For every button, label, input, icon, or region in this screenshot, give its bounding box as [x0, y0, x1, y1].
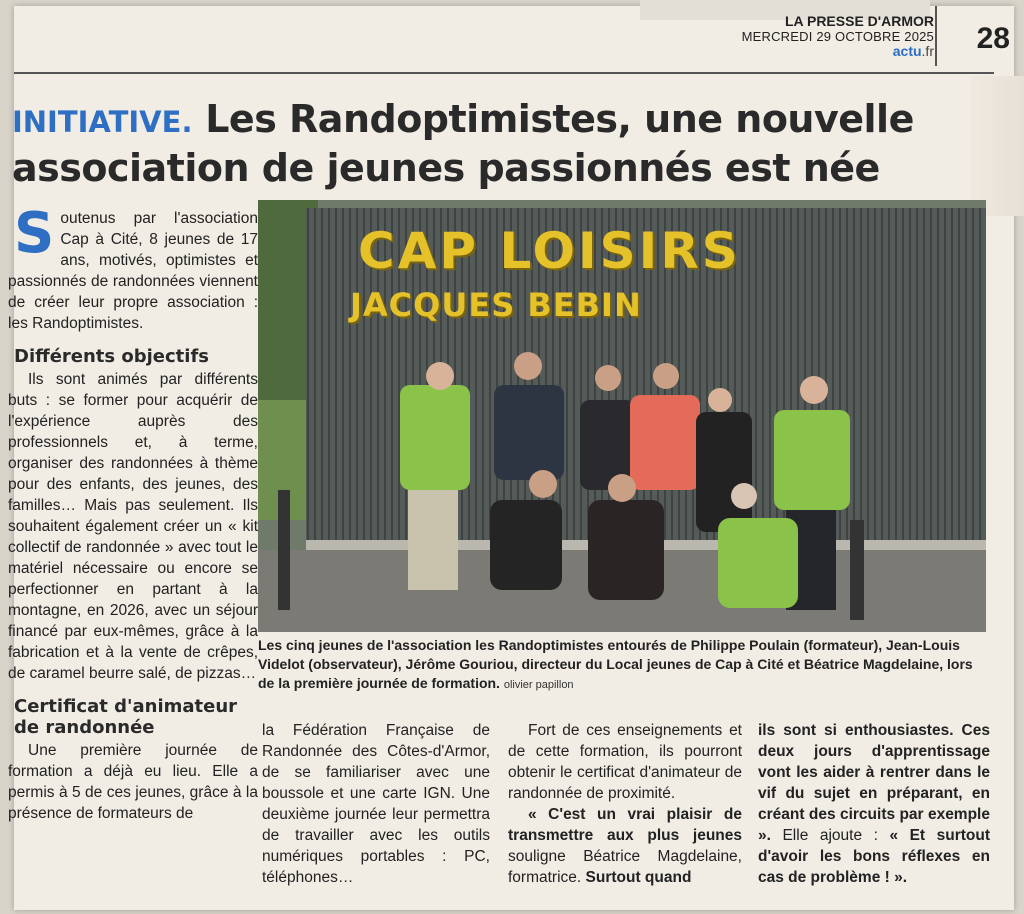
column-3-quote [508, 804, 742, 888]
header-rule [14, 72, 994, 74]
paragraph-certificate: Une première journée de formation a déjà eu lieu. Elle a permis à 5 de ces jeunes, grâce à la présence de formateurs de [8, 742, 258, 822]
masthead [742, 14, 934, 59]
article-headline [12, 96, 992, 191]
photo-caption [258, 636, 988, 695]
column-3 [508, 720, 742, 888]
caption-text: Les cinq jeunes de l'association les Randoptimistes entourés de Philippe Poulain (formateur), Jean-Louis Videlot (observateur), Jérôme Gouriou, directeur du Local jeunes de Cap à Cité et Béatrice Magdelaine, lors de la première journée de formation. [258, 637, 973, 691]
photo-credit: olivier papillon [503, 679, 574, 691]
column-4-paragraph [758, 720, 990, 888]
publication-name: LA PRESSE D'ARMOR [784, 13, 934, 29]
article-photo [258, 200, 986, 632]
lead-text: outenus par l'association Cap à Cité, 8 jeunes de 17 ans, motivés, optimistes et passionnés de randonnées viennent de créer leur propre association : les Randoptimistes. [8, 210, 258, 332]
header-divider [935, 6, 937, 66]
quote-part-1: « C'est un vrai plaisir de transmettre aux plus jeunes [508, 806, 742, 844]
issue-date: MERCREDI 29 OCTOBRE 2025 [741, 29, 934, 44]
sign-line-2: JACQUES BEBIN [350, 286, 642, 324]
article-kicker: INITIATIVE. [12, 105, 193, 139]
article-title: Les Randoptimistes, une nouvelle association de jeunes passionnés est née [12, 97, 914, 190]
drop-cap: S [14, 201, 55, 266]
column-1 [8, 201, 258, 824]
subheading-certificate: Certificat d'animateur de randonnée [14, 696, 238, 738]
quote-part-4: « Et surtout d'avoir les bons réflexes en cas de problème ! ». [758, 827, 990, 886]
quote-part-2: Surtout quand [585, 869, 692, 886]
site-link [742, 44, 934, 59]
column-2: la Fédération Française de Randonnée des Côtes-d'Armor, de se familiariser avec une boussole et une carte IGN. Une deuxième journée leur permettra de travailler avec les outils numériques portables : PC, téléphones… [262, 722, 490, 886]
site-ext: .fr [921, 43, 934, 59]
column-3-paragraph: Fort de ces enseignements et de cette formation, ils pourront obtenir le certificat d'animateur de randonnée de proximité. [508, 722, 742, 802]
page-number: 28 [976, 22, 1010, 55]
paragraph-objectives: Ils sont animés par différents buts : se former pour acquérir de l'expérience auprès des professionnels et, à terme, organiser des randonnées à thème pour des enfants, des jeunes, des familles… Mais pas seulement. Ils souhaitent également créer un « kit collectif de randonnée » avec tout le matériel nécessaire ou encore se perfectionner en partant à la montagne, en 2026, avec un séjour financé par eux-mêmes, grâce à la fabrication et à la vente de crêpes, de caramel beurre salé, de pizzas… [8, 371, 258, 682]
lead-paragraph [8, 201, 258, 334]
quote-intro: Elle ajoute : [782, 827, 878, 844]
quote-part-3: ils sont si enthousiastes. Ces deux jours d'apprentissage vont les aider à rentrer dans le vif du sujet en préparant, en créant des circuits par exemple ». [758, 722, 990, 844]
subheading-objectives: Différents objectifs [14, 346, 210, 367]
site-main: actu [892, 43, 922, 59]
column-4 [758, 720, 990, 888]
sign-line-1: CAP LOISIRS [358, 222, 741, 280]
quote-attribution: souligne Béatrice Magdelaine, formatrice. [508, 848, 742, 886]
